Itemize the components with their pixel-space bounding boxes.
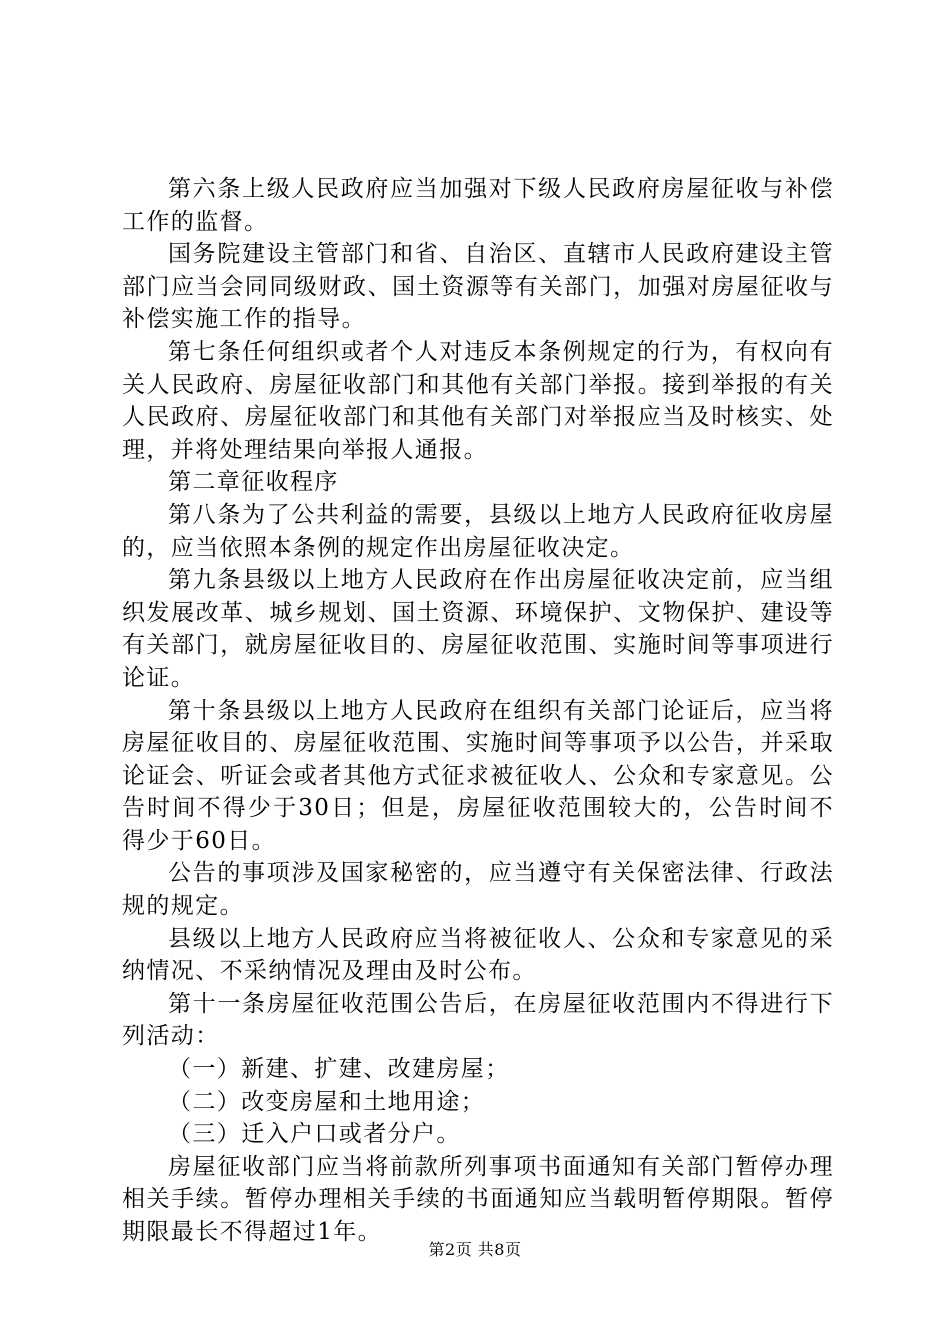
paragraph: 第九条县级以上地方人民政府在作出房屋征收决定前，应当组织发展改革、城乡规划、国土资源、环境保护、文物保护、建设等有关部门，就房屋征收目的、房屋征收范围、实施时间等事项进行论证。 — [122, 567, 834, 691]
paragraph: 县级以上地方人民政府应当将被征收人、公众和专家意见的采纳情况、不采纳情况及理由及时公布。 — [122, 925, 834, 985]
page-number-footer: 第2页 共8页 — [428, 1240, 522, 1259]
paragraph: 国务院建设主管部门和省、自治区、直辖市人民政府建设主管部门应当会同同级财政、国土资源等有关部门，加强对房屋征收与补偿实施工作的指导。 — [122, 241, 834, 333]
paragraph: 第七条任何组织或者个人对违反本条例规定的行为，有权向有关人民政府、房屋征收部门和其他有关部门举报。接到举报的有关人民政府、房屋征收部门和其他有关部门对举报应当及时核实、处理，并将处理结果向举报人通报。 — [122, 338, 834, 463]
list-item: （一）新建、扩建、改建房屋； — [168, 1056, 510, 1083]
list-item: （二）改变房屋和土地用途； — [168, 1088, 486, 1115]
paragraph: 第十一条房屋征收范围公告后，在房屋征收范围内不得进行下列活动： — [122, 990, 834, 1050]
paragraph: 第六条上级人民政府应当加强对下级人民政府房屋征收与补偿工作的监督。 — [122, 176, 834, 235]
paragraph: 第十条县级以上地方人民政府在组织有关部门论证后，应当将房屋征收目的、房屋征收范围、实施时间等事项予以公告，并采取论证会、听证会或者其他方式征求被征收人、公众和专家意见。公告时间不得少于30日；但是，房屋征收范围较大的，公告时间不得少于60日。 — [122, 697, 834, 854]
paragraph: 第八条为了公共利益的需要，县级以上地方人民政府征收房屋的，应当依照本条例的规定作出房屋征收决定。 — [122, 501, 834, 561]
paragraph: 房屋征收部门应当将前款所列事项书面通知有关部门暂停办理相关手续。暂停办理相关手续的书面通知应当载明暂停期限。暂停期限最长不得超过1年。 — [122, 1153, 834, 1245]
document-body — [122, 173, 834, 1249]
chapter-heading: 第二章征收程序 — [168, 469, 339, 496]
list-item: （三）迁入户口或者分户。 — [168, 1121, 461, 1148]
paragraph: 公告的事项涉及国家秘密的，应当遵守有关保密法律、行政法规的规定。 — [122, 860, 834, 920]
